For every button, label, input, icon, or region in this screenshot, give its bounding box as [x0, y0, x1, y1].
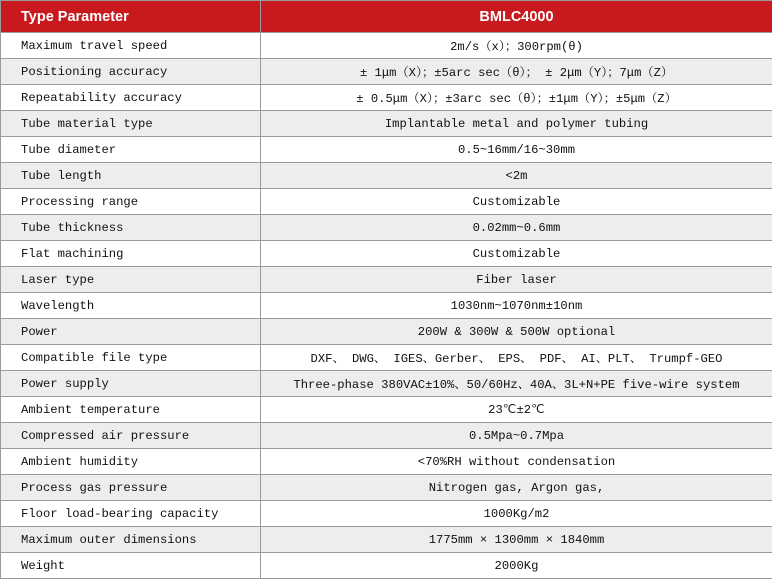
- parameter-name: Repeatability accuracy: [1, 85, 261, 111]
- parameter-name: Maximum outer dimensions: [1, 527, 261, 553]
- parameter-name: Power: [1, 319, 261, 345]
- table-row: [1, 475, 772, 501]
- table-row: [1, 527, 772, 553]
- parameter-value: 23℃±2℃: [261, 397, 772, 423]
- table-row: [1, 397, 772, 423]
- parameter-value: 1030nm~1070nm±10nm: [261, 293, 772, 319]
- table-row: [1, 163, 772, 189]
- parameter-name: Maximum travel speed: [1, 33, 261, 59]
- parameter-name: Flat machining: [1, 241, 261, 267]
- parameter-value: Fiber laser: [261, 267, 772, 293]
- parameter-value: 200W & 300W & 500W optional: [261, 319, 772, 345]
- parameter-value: <70%RH without condensation: [261, 449, 772, 475]
- parameter-value: 0.5~16mm/16~30mm: [261, 137, 772, 163]
- parameter-name: Tube diameter: [1, 137, 261, 163]
- table-row: [1, 501, 772, 527]
- table-row: [1, 345, 772, 371]
- table-row: [1, 371, 772, 397]
- parameter-name: Positioning accuracy: [1, 59, 261, 85]
- parameter-name: Process gas pressure: [1, 475, 261, 501]
- parameter-value: ± 1μm（X）；±5arc sec（θ）； ± 2μm（Y）；7μm（Z）: [261, 59, 772, 85]
- parameter-value: Three-phase 380VAC±10%、50/60Hz、40A、3L+N+PE five-wire system: [261, 371, 772, 397]
- parameter-name: Power supply: [1, 371, 261, 397]
- parameter-value: ± 0.5μm（X）；±3arc sec（θ）；±1μm（Y）；±5μm（Z）: [261, 85, 772, 111]
- parameter-name: Floor load-bearing capacity: [1, 501, 261, 527]
- table-row: [1, 319, 772, 345]
- header-row: [1, 1, 772, 33]
- table-row: [1, 59, 772, 85]
- table-row: [1, 111, 772, 137]
- spec-rows: [1, 33, 772, 579]
- parameter-value: 0.02mm~0.6mm: [261, 215, 772, 241]
- table-row: [1, 137, 772, 163]
- parameter-name: Tube thickness: [1, 215, 261, 241]
- parameter-value: Implantable metal and polymer tubing: [261, 111, 772, 137]
- table-row: [1, 33, 772, 59]
- parameter-value: 2000Kg: [261, 553, 772, 579]
- header-type-parameter: Type Parameter: [1, 1, 261, 33]
- table-row: [1, 267, 772, 293]
- parameter-value: DXF、 DWG、 IGES、Gerber、 EPS、 PDF、 AI、PLT、 Trumpf-GEO: [261, 345, 772, 371]
- parameter-value: Customizable: [261, 241, 772, 267]
- parameter-name: Laser type: [1, 267, 261, 293]
- parameter-value: 0.5Mpa~0.7Mpa: [261, 423, 772, 449]
- parameter-value: <2m: [261, 163, 772, 189]
- table-row: [1, 293, 772, 319]
- parameter-value: 1775mm × 1300mm × 1840mm: [261, 527, 772, 553]
- parameter-name: Compressed air pressure: [1, 423, 261, 449]
- parameter-name: Wavelength: [1, 293, 261, 319]
- parameter-value: 2m/s（x）；300rpm(θ): [261, 33, 772, 59]
- table-row: [1, 215, 772, 241]
- parameter-value: 1000Kg/m2: [261, 501, 772, 527]
- parameter-name: Ambient temperature: [1, 397, 261, 423]
- parameter-value: Nitrogen gas, Argon gas,: [261, 475, 772, 501]
- table-row: [1, 423, 772, 449]
- table-row: [1, 85, 772, 111]
- table-row: [1, 241, 772, 267]
- parameter-name: Tube length: [1, 163, 261, 189]
- table-row: [1, 189, 772, 215]
- parameter-name: Ambient humidity: [1, 449, 261, 475]
- table-row: [1, 449, 772, 475]
- parameter-name: Tube material type: [1, 111, 261, 137]
- table-row: [1, 553, 772, 579]
- parameter-name: Weight: [1, 553, 261, 579]
- parameter-name: Processing range: [1, 189, 261, 215]
- parameter-name: Compatible file type: [1, 345, 261, 371]
- header-model: BMLC4000: [261, 1, 772, 33]
- parameter-value: Customizable: [261, 189, 772, 215]
